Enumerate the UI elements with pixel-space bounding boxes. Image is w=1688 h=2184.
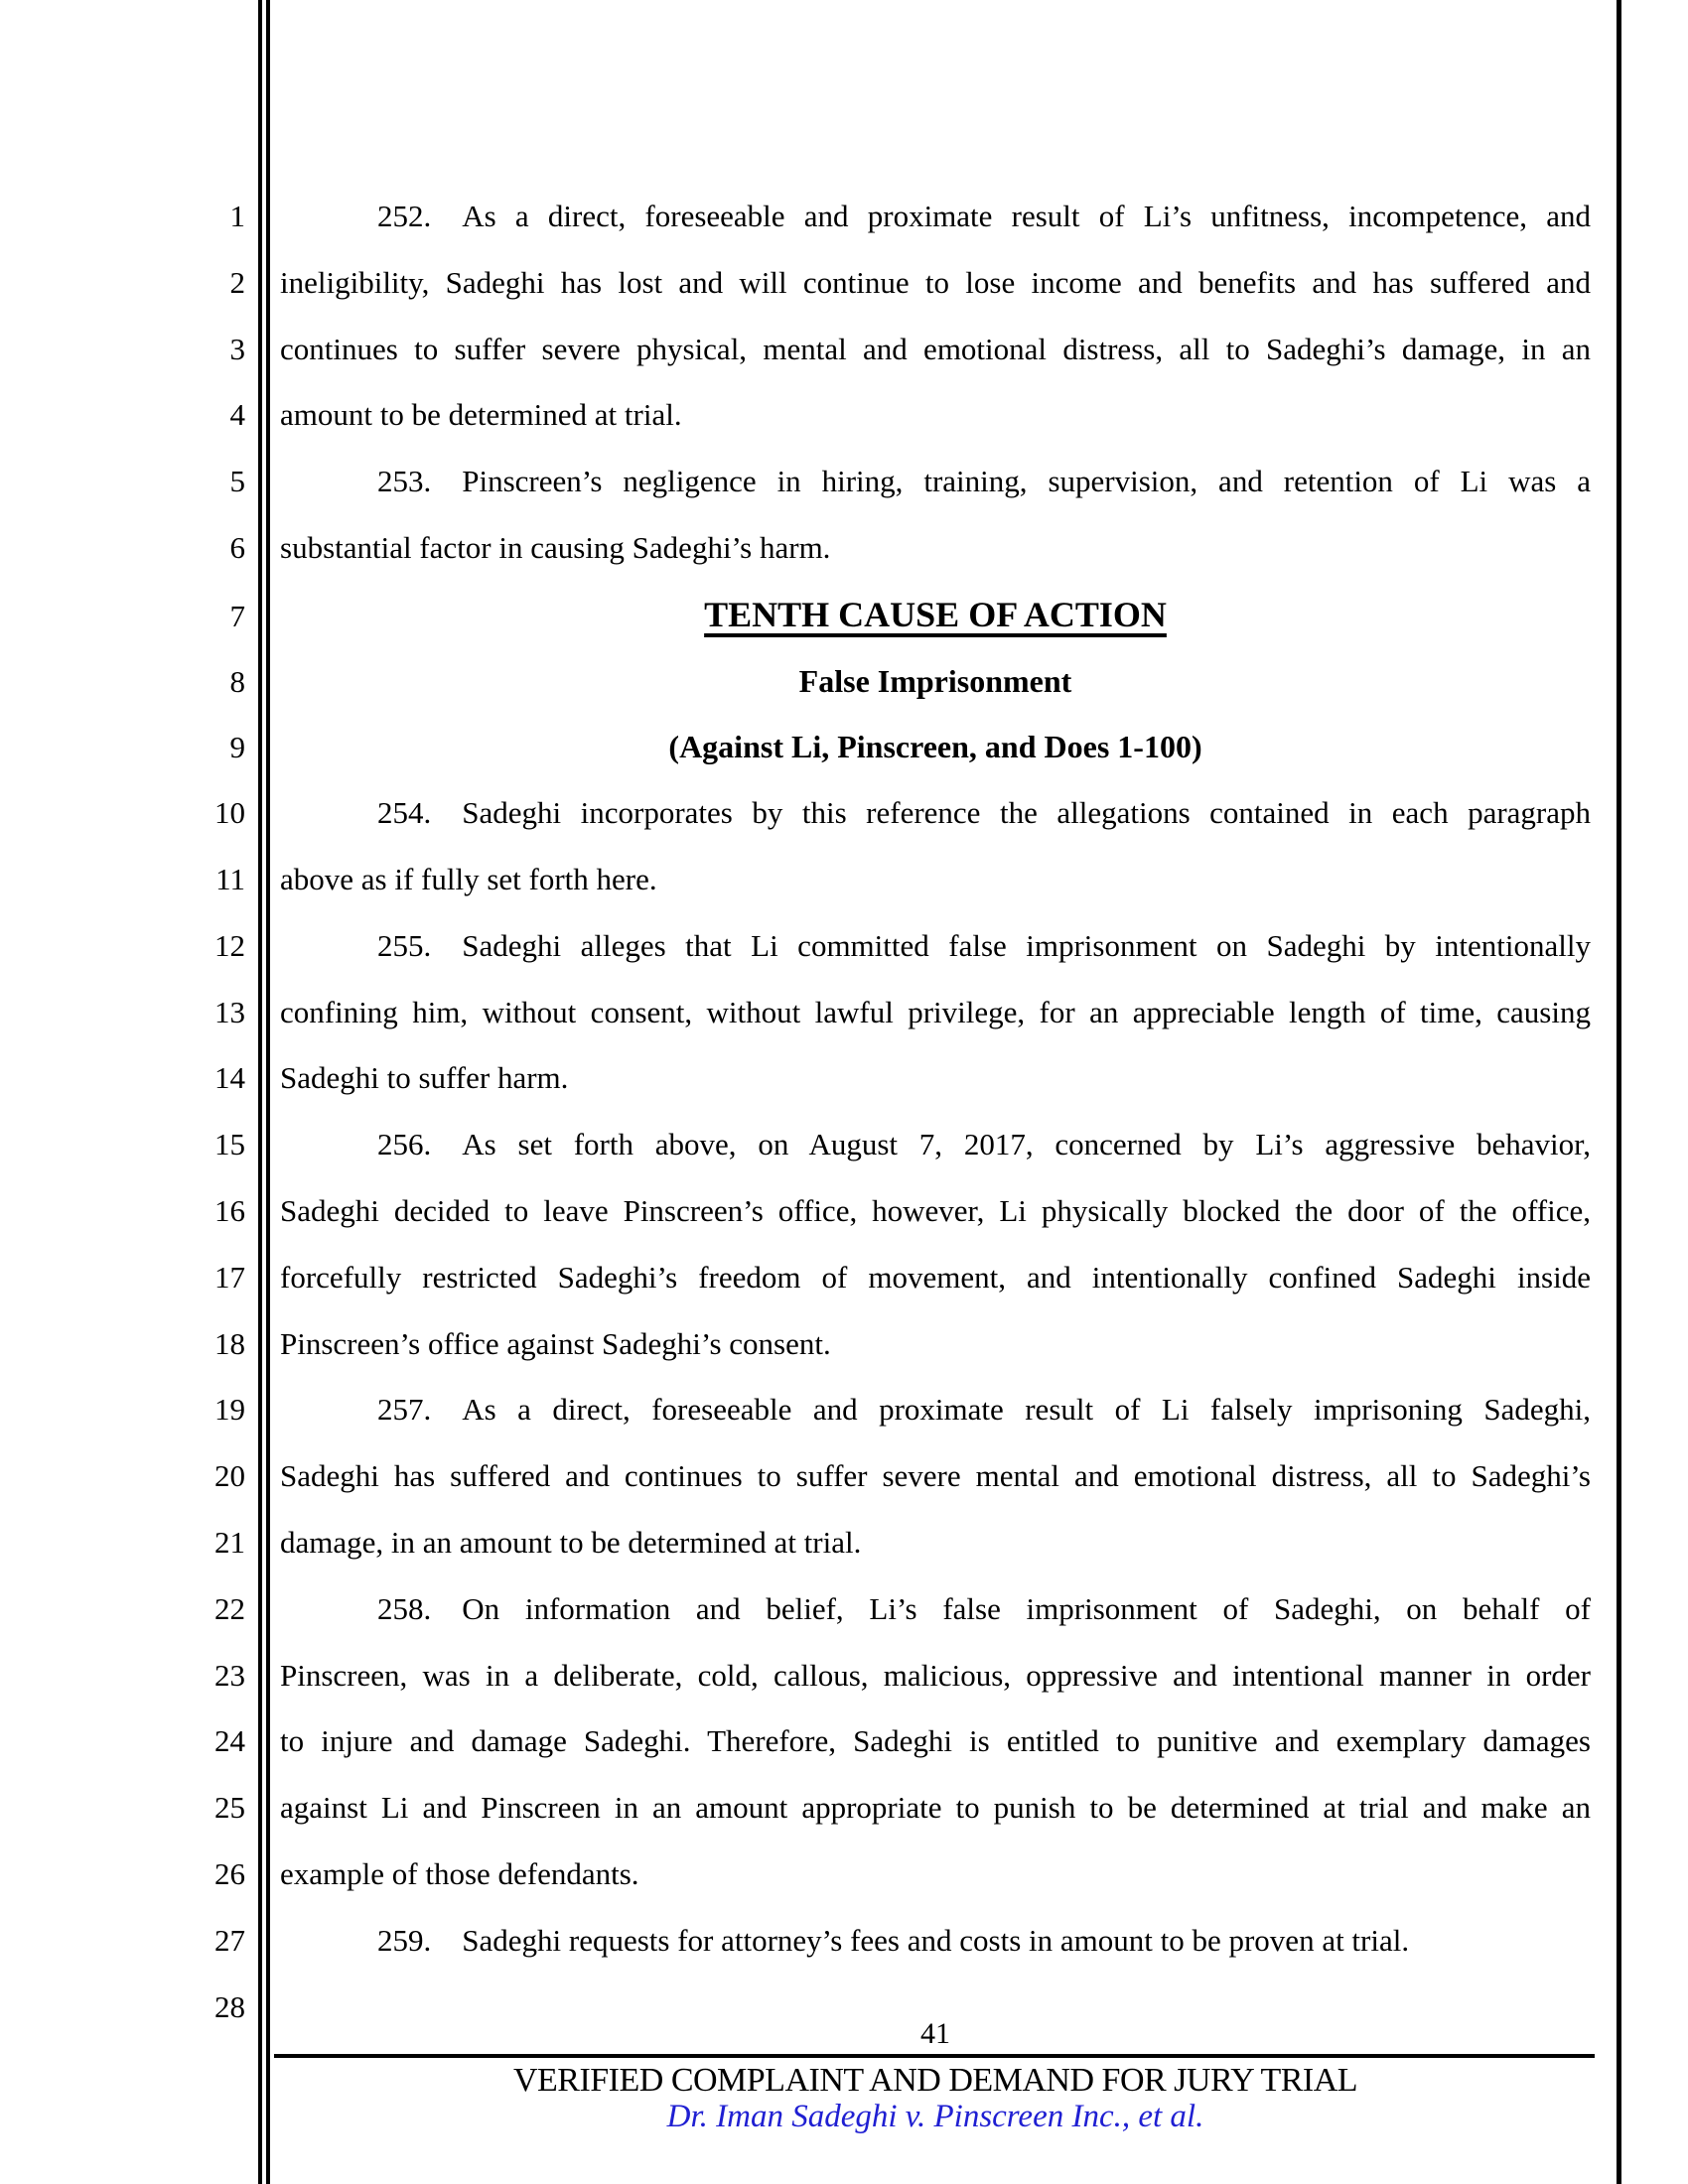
line-row	[0, 1045, 1688, 1112]
line-row	[0, 317, 1688, 383]
line-row	[0, 1178, 1688, 1245]
line-text: 254. Sadeghi incorporates by this reference the allegations contained in each paragraph	[377, 795, 1591, 831]
line-number: 15	[214, 1127, 245, 1162]
line-number: 24	[214, 1723, 245, 1759]
line-text: continues to suffer severe physical, mental and emotional distress, all to Sadeghi’s damage, in an	[280, 331, 1591, 366]
line-number: 26	[214, 1855, 245, 1891]
line-text: forcefully restricted Sadeghi’s freedom of movement, and intentionally confined Sadeghi inside	[280, 1259, 1591, 1295]
line-row	[0, 1112, 1688, 1178]
line-row	[0, 1245, 1688, 1311]
line-number: 23	[214, 1657, 245, 1693]
line-row	[0, 582, 1688, 648]
line-row	[0, 1708, 1688, 1775]
line-number: 22	[214, 1590, 245, 1626]
line-number: 28	[214, 1988, 245, 2024]
line-number: 20	[214, 1458, 245, 1494]
line-text: confining him, without consent, without lawful privilege, for an appreciable length of time, causing	[280, 994, 1591, 1029]
line-row	[0, 1510, 1688, 1576]
line-number: 3	[229, 331, 245, 366]
line-row	[0, 449, 1688, 515]
line-number: 14	[214, 1060, 245, 1096]
line-text: (Against Li, Pinscreen, and Does 1-100)	[668, 729, 1202, 765]
line-number: 1	[229, 199, 245, 233]
line-text: damage, in an amount to be determined at trial.	[280, 1524, 862, 1560]
line-number: 12	[214, 927, 245, 963]
line-row	[0, 382, 1688, 449]
line-row	[0, 1443, 1688, 1510]
line-text: example of those defendants.	[280, 1855, 639, 1891]
line-number: 17	[214, 1259, 245, 1295]
line-row	[0, 515, 1688, 582]
line-number: 18	[214, 1325, 245, 1361]
line-number: 7	[229, 598, 245, 633]
line-row	[0, 1576, 1688, 1643]
line-row	[0, 980, 1688, 1046]
line-row	[0, 648, 1688, 715]
line-number: 27	[214, 1922, 245, 1958]
line-row	[0, 1311, 1688, 1378]
line-text: Sadeghi decided to leave Pinscreen’s office, however, Li physically blocked the door of the office,	[280, 1192, 1591, 1228]
line-number: 16	[214, 1192, 245, 1228]
line-number: 8	[229, 663, 245, 699]
line-row	[0, 913, 1688, 980]
line-text: 253. Pinscreen’s negligence in hiring, training, supervision, and retention of Li was a	[377, 464, 1591, 499]
line-number: 5	[229, 464, 245, 499]
line-text: substantial factor in causing Sadeghi’s harm.	[280, 529, 831, 565]
line-row	[0, 847, 1688, 913]
line-text: to injure and damage Sadeghi. Therefore, Sadeghi is entitled to punitive and exemplary damages	[280, 1723, 1591, 1759]
line-text: 258. On information and belief, Li’s false imprisonment of Sadeghi, on behalf of	[377, 1590, 1591, 1626]
line-number: 4	[229, 397, 245, 433]
line-number: 2	[229, 264, 245, 300]
line-number: 11	[215, 861, 245, 896]
line-row	[0, 250, 1688, 317]
line-text: Sadeghi to suffer harm.	[280, 1060, 569, 1096]
line-number: 6	[229, 529, 245, 565]
line-row	[0, 1842, 1688, 1908]
line-text: Sadeghi has suffered and continues to suffer severe mental and emotional distress, all to Sadeghi’s	[280, 1458, 1591, 1494]
pleading-lines	[0, 184, 1688, 2040]
line-text: ineligibility, Sadeghi has lost and will continue to lose income and benefits and has suffered and	[280, 264, 1591, 300]
line-number: 9	[229, 730, 245, 765]
line-text: 255. Sadeghi alleges that Li committed false imprisonment on Sadeghi by intentionally	[377, 927, 1591, 963]
line-text: 252. As a direct, foreseeable and proximate result of Li’s unfitness, incompetence, and	[377, 199, 1591, 233]
line-number: 25	[214, 1790, 245, 1826]
line-row	[0, 184, 1688, 250]
line-row	[0, 1775, 1688, 1842]
line-text: amount to be determined at trial.	[280, 397, 682, 433]
line-text: Pinscreen’s office against Sadeghi’s consent.	[280, 1325, 831, 1361]
line-row	[0, 780, 1688, 847]
footer-document-title: VERIFIED COMPLAINT AND DEMAND FOR JURY TRIAL	[512, 2062, 1358, 2099]
line-text: Pinscreen, was in a deliberate, cold, callous, malicious, oppressive and intentional manner in order	[280, 1657, 1591, 1693]
line-text: 257. As a direct, foreseeable and proximate result of Li falsely imprisoning Sadeghi,	[377, 1392, 1591, 1428]
footer-case-caption: Dr. Iman Sadeghi v. Pinscreen Inc., et al.	[666, 2099, 1204, 2134]
footer-page-number: 41	[920, 2017, 950, 2050]
line-text: 259. Sadeghi requests for attorney’s fees and costs in amount to be proven at trial.	[377, 1922, 1410, 1958]
footer-rule	[274, 2054, 1595, 2058]
line-text: 256. As set forth above, on August 7, 2017, concerned by Li’s aggressive behavior,	[377, 1127, 1591, 1162]
line-row	[0, 714, 1688, 780]
line-number: 13	[214, 994, 245, 1029]
line-text: TENTH CAUSE OF ACTION	[704, 594, 1167, 634]
line-row	[0, 1908, 1688, 1975]
line-number: 21	[214, 1524, 245, 1560]
line-text: against Li and Pinscreen in an amount appropriate to punish to be determined at trial and make an	[280, 1790, 1591, 1826]
line-number: 19	[214, 1392, 245, 1428]
line-text: False Imprisonment	[798, 662, 1072, 699]
line-row	[0, 1377, 1688, 1443]
line-text: above as if fully set forth here.	[280, 861, 657, 896]
line-number: 10	[214, 795, 245, 831]
line-row	[0, 1643, 1688, 1709]
